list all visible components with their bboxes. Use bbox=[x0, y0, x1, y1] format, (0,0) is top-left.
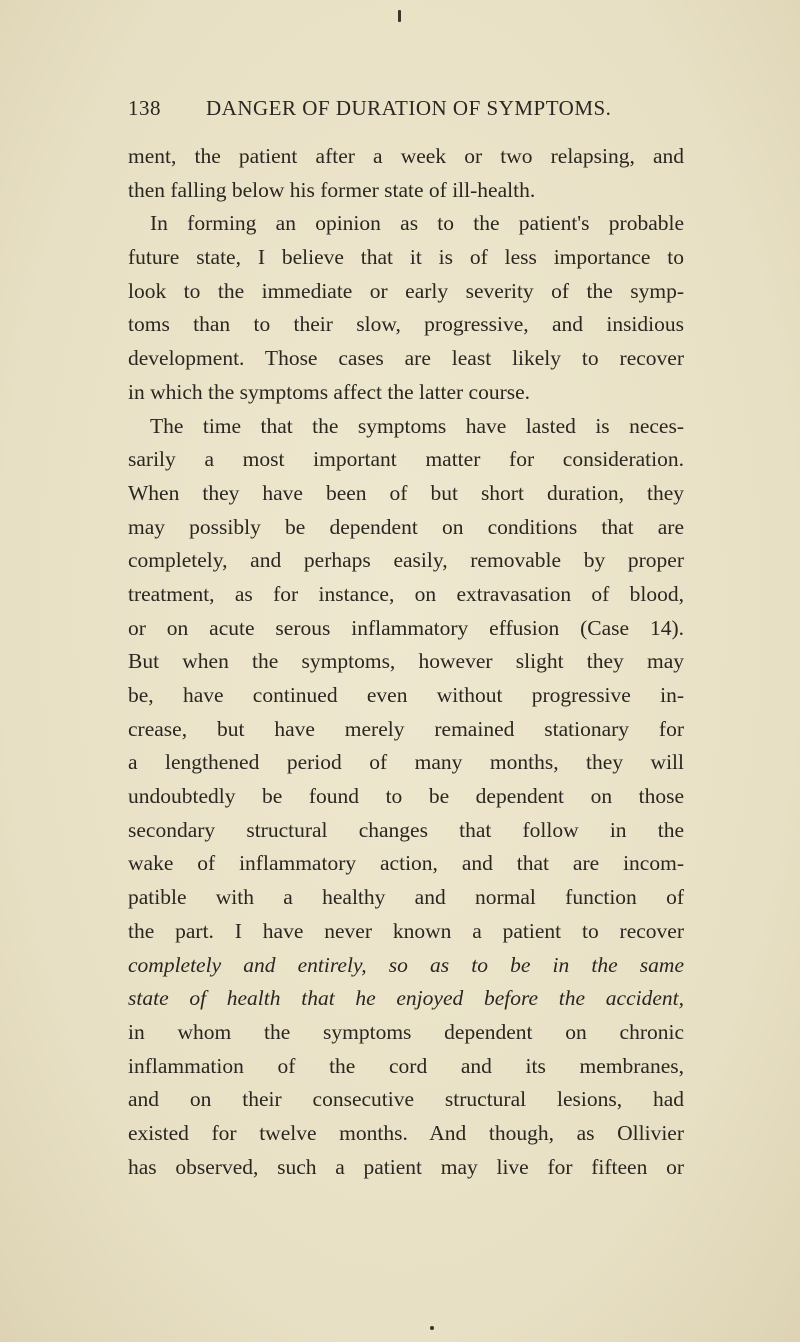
text-line: and on their consecutive structural lesions, had bbox=[128, 1087, 684, 1112]
italic-text-line: completely and entirely, so as to be in the same bbox=[128, 952, 684, 977]
text-line: toms than to their slow, progressive, and insidious bbox=[128, 312, 684, 337]
text-line: in whom the symptoms dependent on chronic bbox=[128, 1019, 684, 1044]
text-line: secondary structural changes that follow in the bbox=[128, 817, 684, 842]
text-line: undoubtedly be found to be dependent on those bbox=[128, 784, 684, 809]
ink-speck-bottom bbox=[430, 1326, 434, 1330]
text-line: development. Those cases are least likely to recover bbox=[128, 346, 684, 371]
text-line: look to the immediate or early severity of the symp- bbox=[128, 278, 684, 303]
running-title: DANGER OF DURATION OF SYMPTOMS. bbox=[206, 96, 612, 120]
text-line: a lengthened period of many months, they will bbox=[128, 750, 684, 775]
text-line: But when the symptoms, however slight they may bbox=[128, 649, 684, 674]
text-line: has observed, such a patient may live for fifteen or bbox=[128, 1154, 684, 1179]
text-line: patible with a healthy and normal function of bbox=[128, 885, 684, 910]
page-header bbox=[128, 96, 688, 126]
text-line: ment, the patient after a week or two relapsing, and bbox=[128, 144, 684, 168]
text-line: the part. I have never known a patient to recover bbox=[128, 918, 684, 943]
text-line: completely, and perhaps easily, removable by proper bbox=[128, 548, 684, 573]
page-number: 138 bbox=[128, 96, 161, 120]
paragraph-start-line: The time that the symptoms have lasted is neces- bbox=[150, 413, 684, 438]
text-line: may possibly be dependent on conditions that are bbox=[128, 514, 684, 539]
text-line: inflammation of the cord and its membranes, bbox=[128, 1053, 684, 1078]
italic-text-line: state of health that he enjoyed before the accident, bbox=[128, 986, 684, 1011]
ink-speck-top bbox=[398, 10, 401, 22]
text-line: wake of inflammatory action, and that are incom- bbox=[128, 851, 684, 876]
body-text bbox=[128, 140, 684, 1184]
text-line: be, have continued even without progressive in- bbox=[128, 683, 684, 707]
text-line: crease, but have merely remained stationary for bbox=[128, 716, 684, 741]
text-line: sarily a most important matter for consideration. bbox=[128, 447, 684, 472]
paragraph-start-line: In forming an opinion as to the patient's probable bbox=[150, 211, 684, 236]
text-line: treatment, as for instance, on extravasation of blood, bbox=[128, 581, 684, 606]
text-line: or on acute serous inflammatory effusion (Case 14). bbox=[128, 615, 684, 640]
text-line: When they have been of but short duration, they bbox=[128, 480, 684, 505]
text-line: in which the symptoms affect the latter course. bbox=[128, 379, 531, 404]
text-line: existed for twelve months. And though, as Ollivier bbox=[128, 1120, 684, 1145]
text-line: then falling below his former state of ill-health. bbox=[128, 177, 536, 202]
text-line: future state, I believe that it is of less importance to bbox=[128, 245, 684, 270]
